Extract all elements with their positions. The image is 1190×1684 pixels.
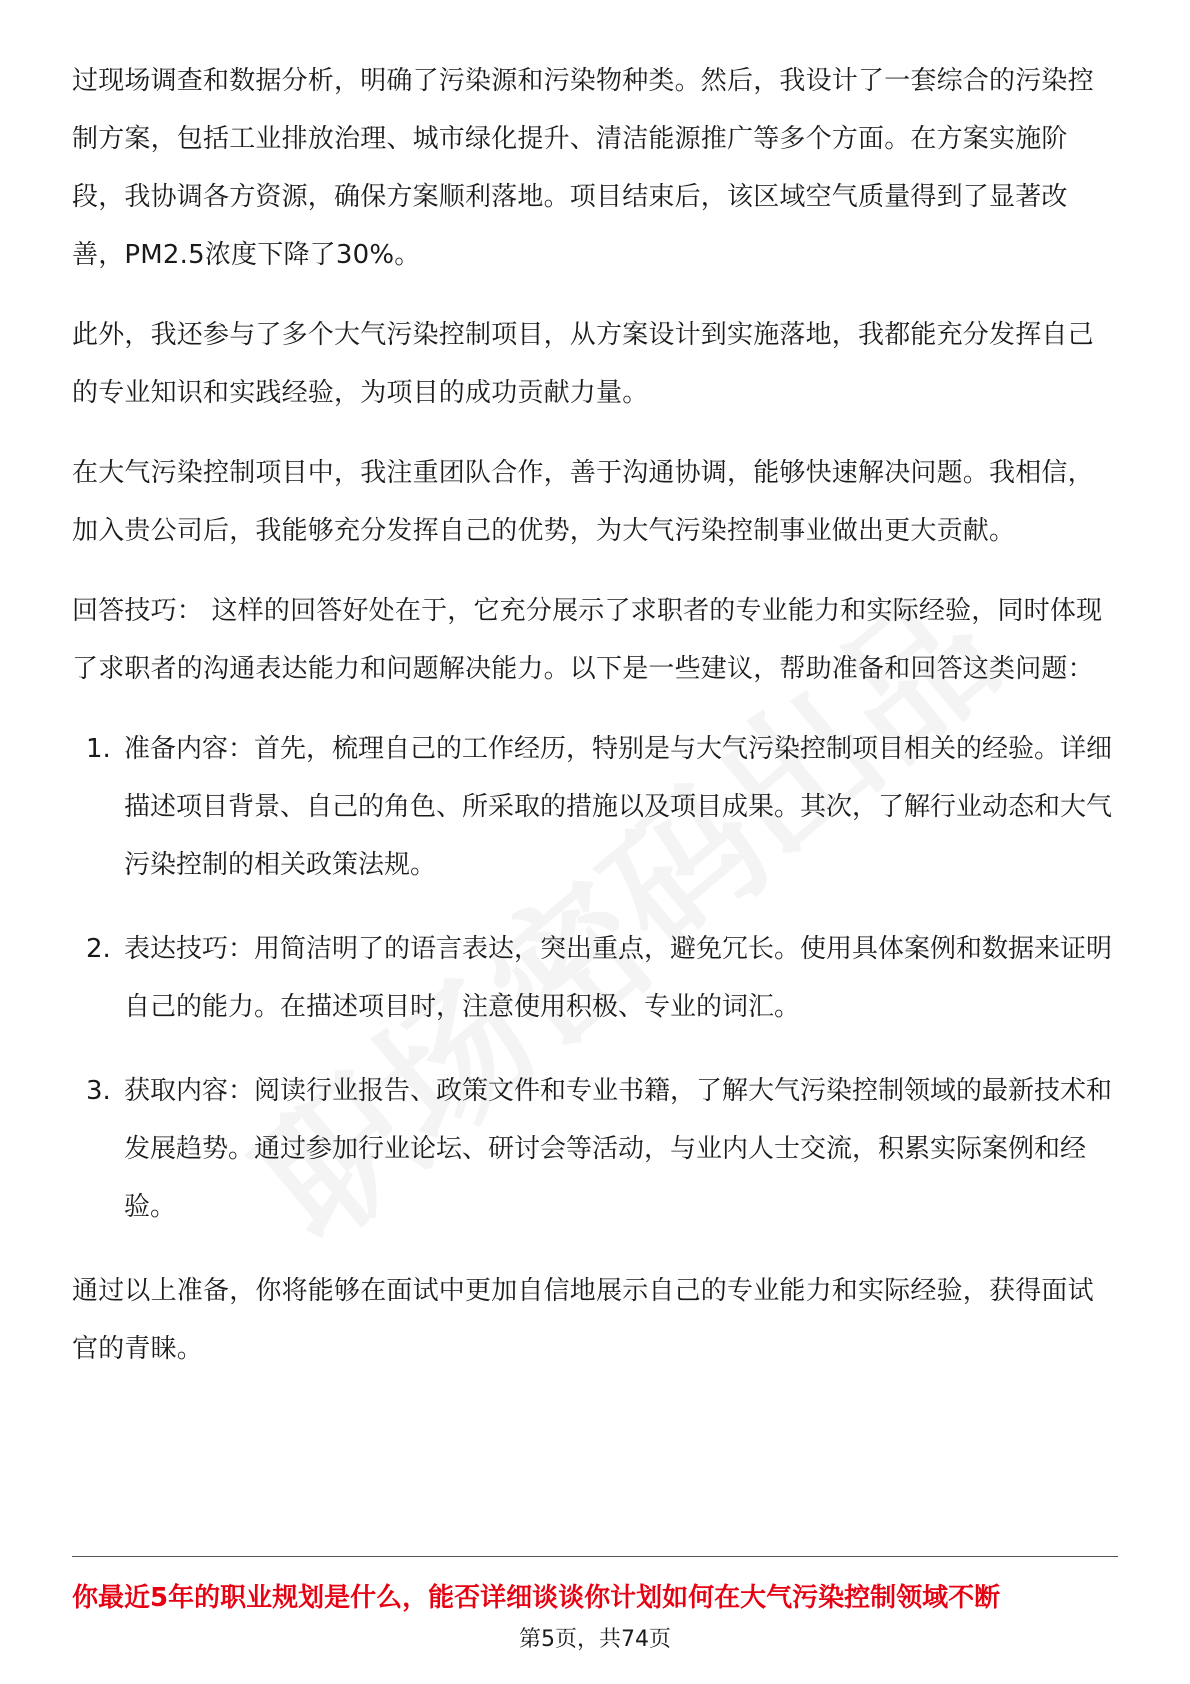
list-item <box>72 920 1118 1036</box>
list-item <box>72 1062 1118 1236</box>
paragraph-answer-tips: 回答技巧： 这样的回答好处在于，它充分展示了求职者的专业能力和实际经验，同时体现了求职者的沟通表达能力和问题解决能力。以下是一些建议，帮助准备和回答这类问题： <box>72 596 1103 684</box>
list-item-number: 1. <box>86 734 111 764</box>
page-content <box>72 52 1118 1400</box>
list-item-text: 表达技巧：用简洁明了的语言表达，突出重点，避免冗长。使用具体案例和数据来证明自己的能力。在描述项目时，注意使用积极、专业的词汇。 <box>124 934 1113 1022</box>
list-item-number: 3. <box>86 1076 111 1106</box>
list-item <box>72 720 1118 894</box>
tips-list <box>72 720 1118 1236</box>
paragraph-conclusion: 通过以上准备，你将能够在面试中更加自信地展示自己的专业能力和实际经验，获得面试官的青睐。 <box>72 1276 1094 1364</box>
paragraph-other-projects: 此外，我还参与了多个大气污染控制项目，从方案设计到实施落地，我都能充分发挥自己的专业知识和实践经验，为项目的成功贡献力量。 <box>72 320 1094 408</box>
list-item-text: 准备内容：首先，梳理自己的工作经历，特别是与大气污染控制项目相关的经验。详细描述项目背景、自己的角色、所采取的措施以及项目成果。其次，了解行业动态和大气污染控制的相关政策法规。 <box>124 734 1113 880</box>
paragraph-teamwork: 在大气污染控制项目中，我注重团队合作，善于沟通协调，能够快速解决问题。我相信，加入贵公司后，我能够充分发挥自己的优势，为大气污染控制事业做出更大贡献。 <box>72 458 1094 546</box>
paragraph-project-result: 过现场调查和数据分析，明确了污染源和污染物种类。然后，我设计了一套综合的污染控制方案，包括工业排放治理、城市绿化提升、清洁能源推广等多个方面。在方案实施阶段，我协调各方资源，确保方案顺利落地。项目结束后，该区域空气质量得到了显著改善，PM2.5浓度下降了30%。 <box>72 66 1094 270</box>
next-question-heading: 你最近5年的职业规划是什么，能否详细谈谈你计划如何在大气污染控制领域不断 <box>72 1583 1001 1613</box>
page-number: 第5页，共74页 <box>519 1627 671 1652</box>
list-item-number: 2. <box>86 934 111 964</box>
list-item-text: 获取内容：阅读行业报告、政策文件和专业书籍，了解大气污染控制领域的最新技术和发展趋势。通过参加行业论坛、研讨会等活动，与业内人士交流，积累实际案例和经验。 <box>124 1076 1113 1222</box>
footer-divider <box>72 1556 1118 1557</box>
